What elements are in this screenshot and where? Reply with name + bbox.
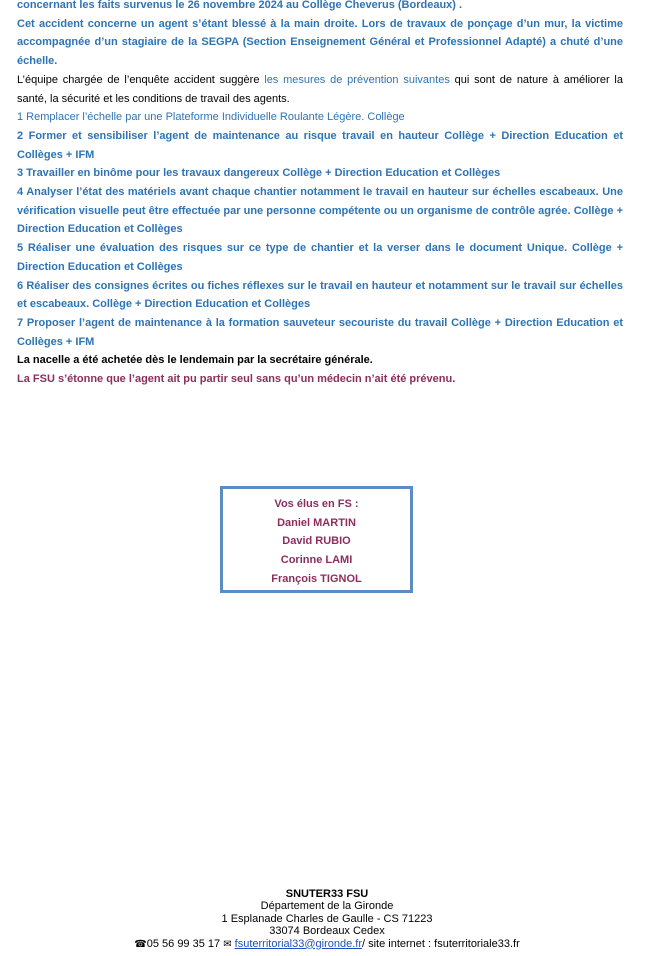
measure-3: 3 Travailler en binôme pour les travaux dangereux Collège + Direction Education et Collèges <box>17 167 501 180</box>
measure-1: 1 Remplacer l’échelle par une Plateforme Individuelle Roulante Légère. Collège <box>17 111 405 124</box>
measure-5: 5 Réaliser une évaluation des risques sur ce type de chantier et la verser dans le document Unique. Collège + Direction Education et Collèges <box>17 242 623 273</box>
measure-4: 4 Analyser l’état des matériels avant chaque chantier notamment le travail en hauteur sur échelles escabeaux. Une vérification visuelle peut être effectuée par une personne compétente ou un organisme de contrôle agrée. Collège + Direction Education et Collèges <box>17 186 623 236</box>
intro-line: concernant les faits survenus le 26 novembre 2024 au Collège Cheverus (Bordeaux) . <box>17 0 463 11</box>
footer-contact <box>0 938 654 951</box>
elu-name: Corinne LAMI <box>280 554 353 567</box>
measure-7: 7 Proposer l’agent de maintenance à la formation sauveteur secouriste du travail Collège + Direction Education et Collèges + IFM <box>17 316 623 348</box>
measure-2: 2 Former et sensibiliser l’agent de maintenance au risque travail en hauteur Collège + Direction Education et Collèges + IFM <box>17 129 623 161</box>
footer-email-link[interactable]: fsuterritorial33@gironde.fr <box>234 937 362 950</box>
measure-6: 6 Réaliser des consignes écrites ou fiches réflexes sur le travail en hauteur et notamment sur le travail sur échelles et escabeaux. Collège + Direction Education et Collèges <box>17 279 623 311</box>
elu-name: Daniel MARTIN <box>277 516 356 529</box>
footer-phone: 05 56 99 35 17 <box>146 937 221 950</box>
document-body <box>17 0 623 389</box>
fsu-note: La FSU s’étonne que l’agent ait pu partir seul sans qu’un médecin n’ait été prévenu. <box>17 373 456 386</box>
team-text-highlight: les mesures de prévention suivantes <box>264 73 450 86</box>
envelope-icon: ✉ <box>223 938 232 950</box>
footer-org: SNUTER33 FSU <box>285 888 369 900</box>
team-text-after: qui sont de nature à améliorer la santé, la sécurité et les conditions de travail des agents. <box>17 73 623 105</box>
accident-description: Cet accident concerne un agent s’étant blessé à la main droite. Lors de travaux de ponçage d’un mur, la victime accompagnée d’un stagiaire de la SEGPA (Section Enseignement Général et Professionnel Adapté) a chuté d’une échelle. <box>17 17 623 68</box>
footer <box>0 888 654 951</box>
elected-representatives-box <box>220 486 413 593</box>
footer-address-2: 33074 Bordeaux Cedex <box>269 925 385 938</box>
elus-title: Vos élus en FS : <box>274 498 359 510</box>
nacelle-note: La nacelle a été achetée dès le lendemain par la secrétaire générale. <box>17 354 373 367</box>
elu-name: David RUBIO <box>282 535 351 548</box>
team-suggestion <box>17 71 623 108</box>
elu-name: François TIGNOL <box>271 572 362 585</box>
footer-dept: Département de la Gironde <box>260 900 394 913</box>
phone-icon: ☎ <box>134 938 147 950</box>
footer-site: / site internet : fsuterritoriale33.fr <box>362 937 520 950</box>
footer-address-1: 1 Esplanade Charles de Gaulle - CS 71223 <box>221 912 433 925</box>
team-text-before: L’équipe chargée de l’enquête accident suggère <box>17 73 265 86</box>
